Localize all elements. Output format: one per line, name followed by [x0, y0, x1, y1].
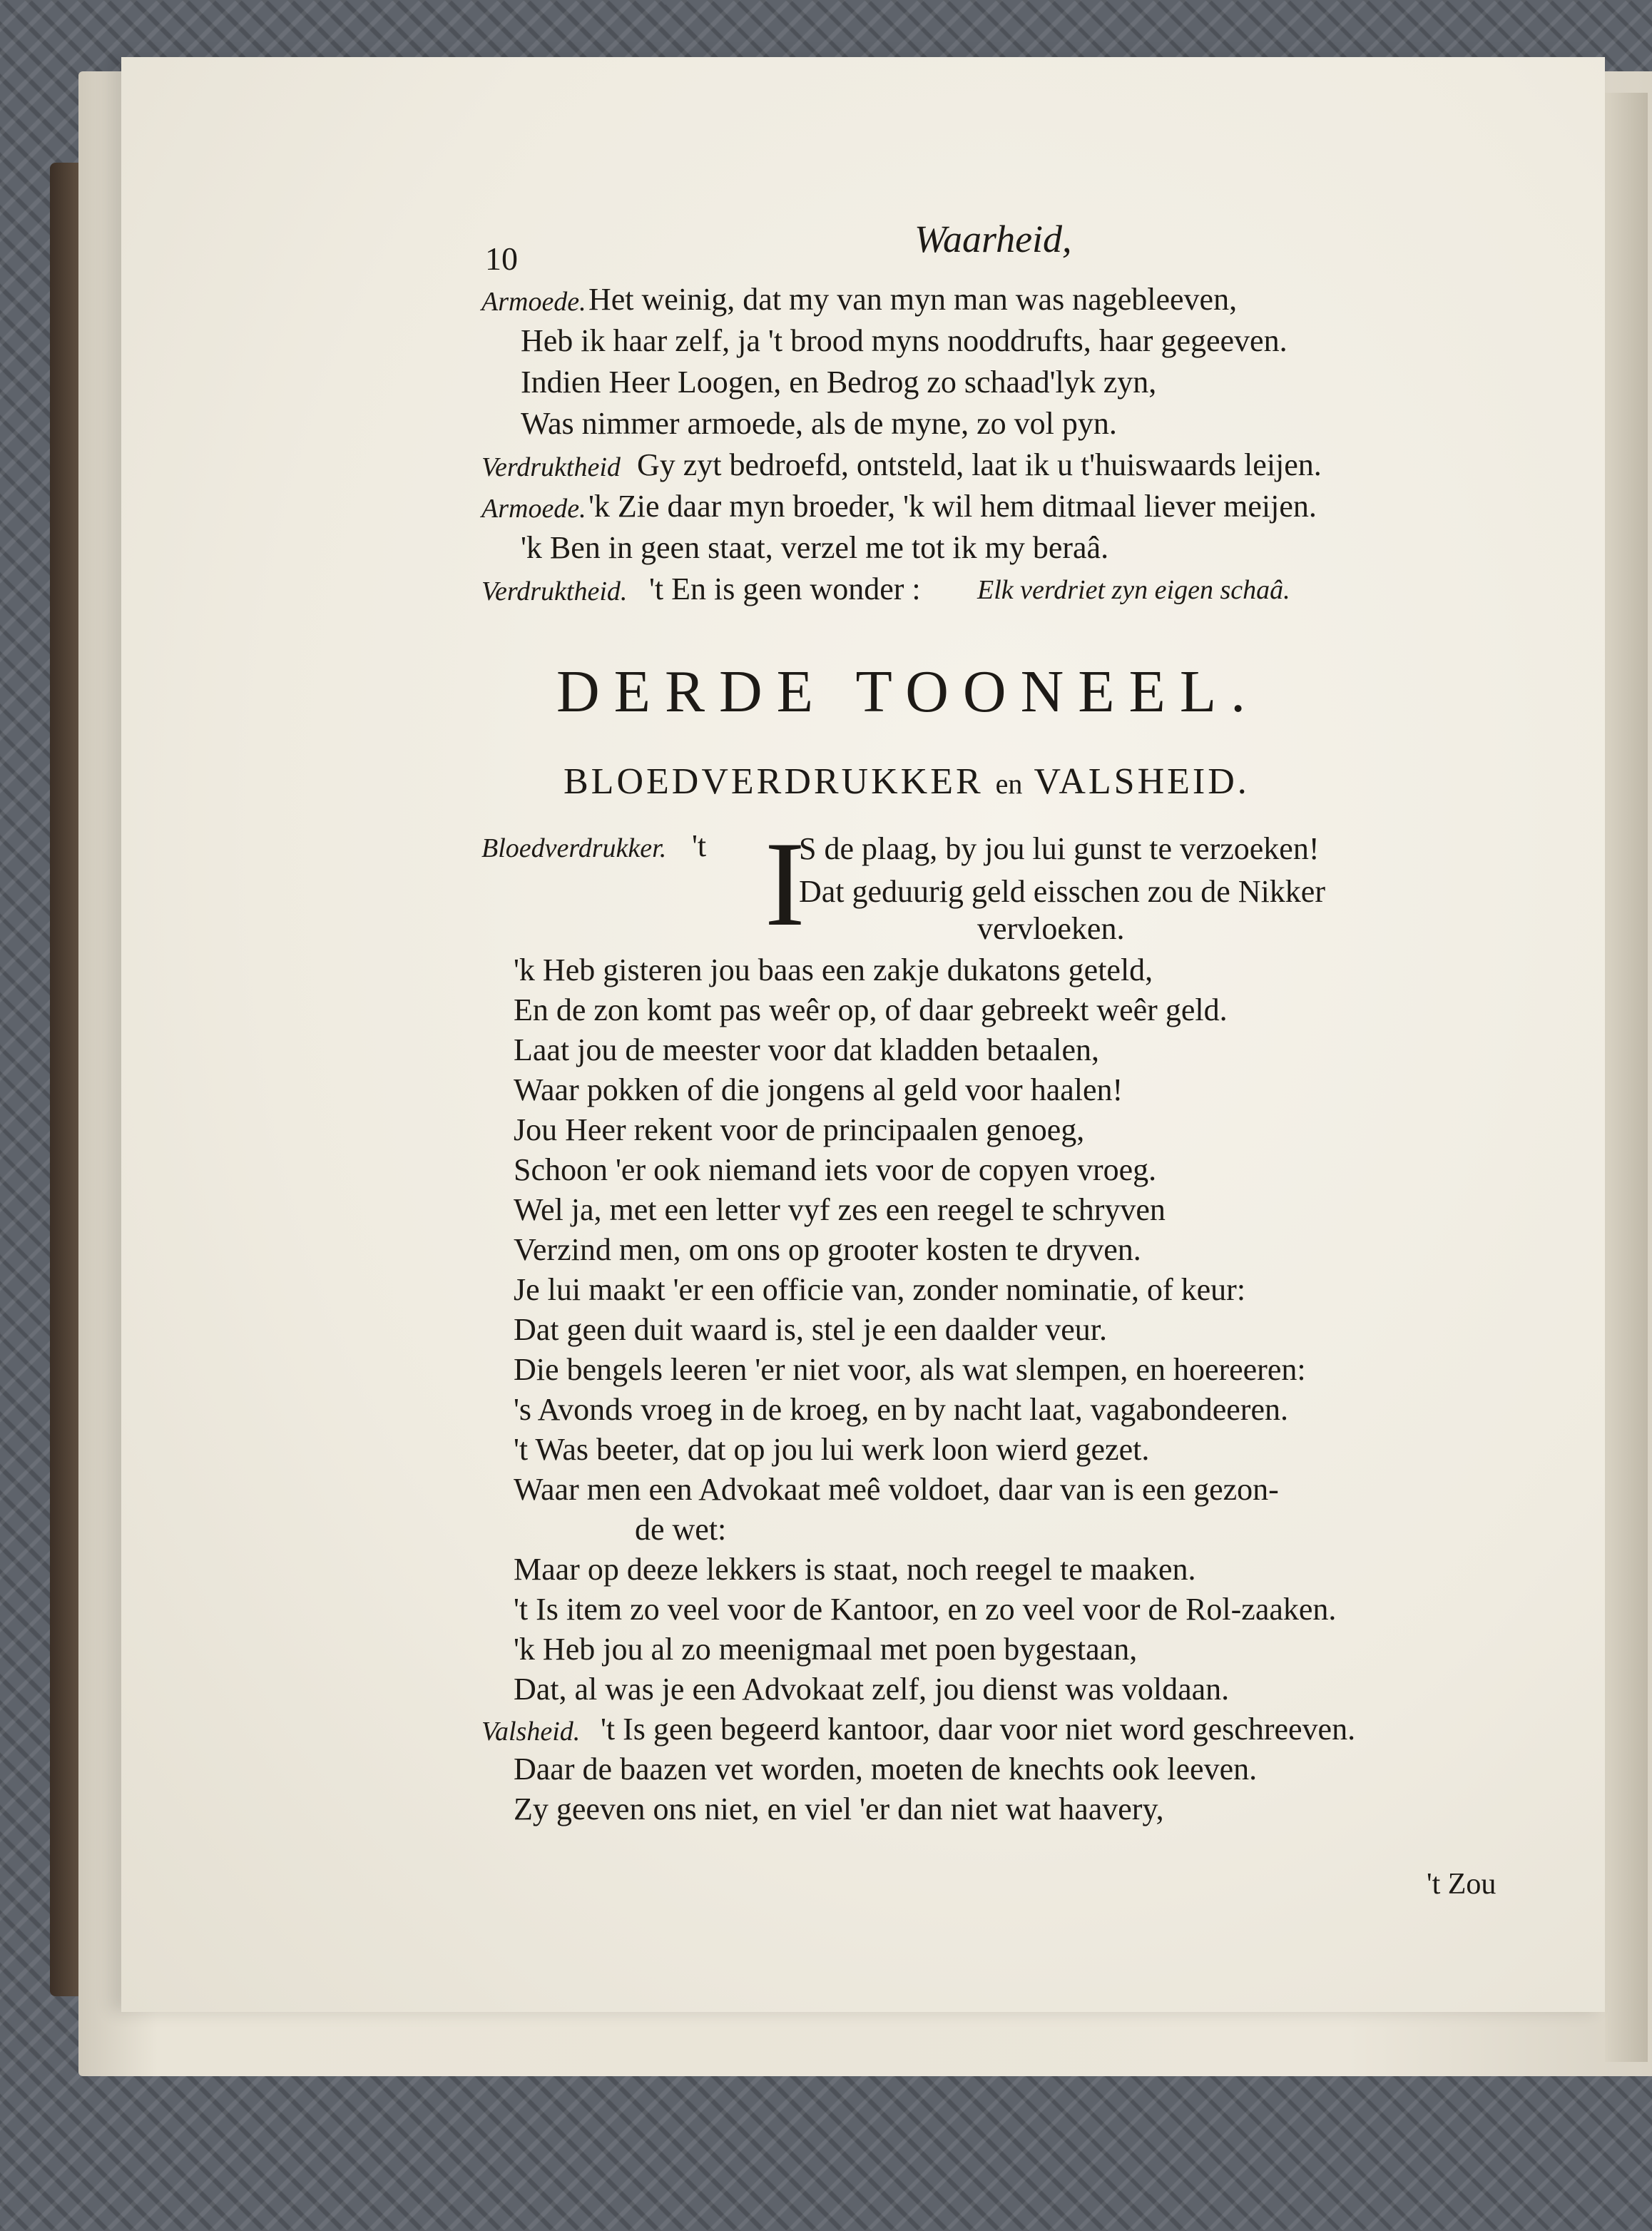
verse-text: Zy geeven ons niet, en viel 'er dan niet wat haavery,	[514, 1792, 1164, 1826]
verse-text: 't Was beeter, dat op jou lui werk loon wierd gezet.	[514, 1432, 1150, 1467]
verse-text: Waar pokken of die jongens al geld voor haalen!	[514, 1072, 1123, 1107]
page-number: 10	[485, 240, 518, 277]
verse-text: Heb ik haar zelf, ja 't brood myns nooddrufts, haar gegeeven.	[521, 323, 1288, 358]
opening-line-1: S de plaag, by jou lui gunst te verzoeken!	[799, 831, 1320, 866]
verse-text: Die bengels leeren 'er niet voor, als wat slempen, en hoereeren:	[514, 1352, 1306, 1387]
verse-text: Waar men een Advokaat meê voldoet, daar van is een gezon-	[514, 1472, 1279, 1507]
verse-italic-text: Elk verdriet zyn eigen schaâ.	[977, 575, 1290, 605]
verse-text: de wet:	[635, 1512, 727, 1547]
verse-text: Je lui maakt 'er een officie van, zonder nominatie, of keur:	[514, 1272, 1246, 1307]
verse-text: 'k Zie daar myn broeder, 'k wil hem ditmaal liever meijen.	[588, 489, 1317, 524]
verse-text: 't En is geen wonder :	[649, 571, 921, 606]
verse-text: Wel ja, met een letter vyf zes een reegel te schryven	[514, 1192, 1166, 1227]
speaker-label: Valsheid.	[481, 1717, 581, 1747]
opening-prefix: 't	[692, 828, 707, 863]
verse-text: Indien Heer Loogen, en Bedrog zo schaad'lyk zyn,	[521, 365, 1157, 400]
verse-text: 's Avonds vroeg in de kroeg, en by nacht laat, vagabondeeren.	[514, 1392, 1288, 1427]
verse-text: 'k Heb jou al zo meenigmaal met poen bygestaan,	[514, 1632, 1138, 1667]
verse-text: En de zon komt pas weêr op, of daar gebreekt weêr geld.	[514, 992, 1228, 1027]
verse-text: 'k Ben in geen staat, verzel me tot ik my beraâ.	[521, 530, 1109, 565]
speaker-label: Armoede.	[481, 287, 586, 317]
facing-page-edge	[1605, 93, 1648, 2062]
book-page	[121, 57, 1605, 2012]
verse-text: Daar de baazen vet worden, moeten de knechts ook leeven.	[514, 1752, 1258, 1787]
verse-text: Gy zyt bedroefd, ontsteld, laat ik u t'huiswaards leijen.	[637, 447, 1322, 482]
character-conjunction: en	[995, 768, 1023, 800]
verse-text: Verzind men, om ons op grooter kosten te dryven.	[514, 1232, 1141, 1267]
running-title: Waarheid,	[914, 218, 1072, 260]
catchword: 't Zou	[1427, 1868, 1497, 1901]
speaker-label: Verdruktheid	[481, 452, 621, 482]
verse-text: Laat jou de meester voor dat kladden betaalen,	[514, 1032, 1099, 1067]
opening-line-2: Dat geduurig geld eisschen zou de Nikker	[799, 874, 1325, 909]
character-1: BLOEDVERDRUKKER	[564, 761, 984, 802]
verse-text: 't Is geen begeerd kantoor, daar voor niet word geschreeven.	[601, 1712, 1356, 1747]
verse-text: 't Is item zo veel voor de Kantoor, en zo veel voor de Rol-zaaken.	[514, 1592, 1337, 1627]
speaker-label: Armoede.	[481, 494, 586, 524]
verse-text: Jou Heer rekent voor de principaalen genoeg,	[514, 1112, 1085, 1147]
verse-text: Maar op deeze lekkers is staat, noch reegel te maaken.	[514, 1552, 1196, 1587]
verse-text: Dat geen duit waard is, stel je een daalder veur.	[514, 1312, 1108, 1347]
character-2: VALSHEID.	[1034, 761, 1250, 802]
speaker-label: Verdruktheid.	[481, 576, 628, 606]
opening-line-3: vervloeken.	[977, 911, 1125, 946]
verse-text: 'k Heb gisteren jou baas een zakje dukatons geteld,	[514, 952, 1153, 987]
drop-cap: I	[765, 817, 805, 951]
verse-text: Was nimmer armoede, als de myne, zo vol pyn.	[521, 406, 1117, 441]
verse-text: Schoon 'er ook niemand iets voor de copyen vroeg.	[514, 1152, 1157, 1187]
verse-text: Dat, al was je een Advokaat zelf, jou dienst was voldaan.	[514, 1672, 1230, 1707]
verse-text: Het weinig, dat my van myn man was nagebleeven,	[588, 282, 1238, 317]
scene-heading: DERDE TOONEEL.	[556, 659, 1260, 725]
character-list	[564, 763, 1250, 801]
speaker-label: Bloedverdrukker.	[481, 833, 667, 863]
